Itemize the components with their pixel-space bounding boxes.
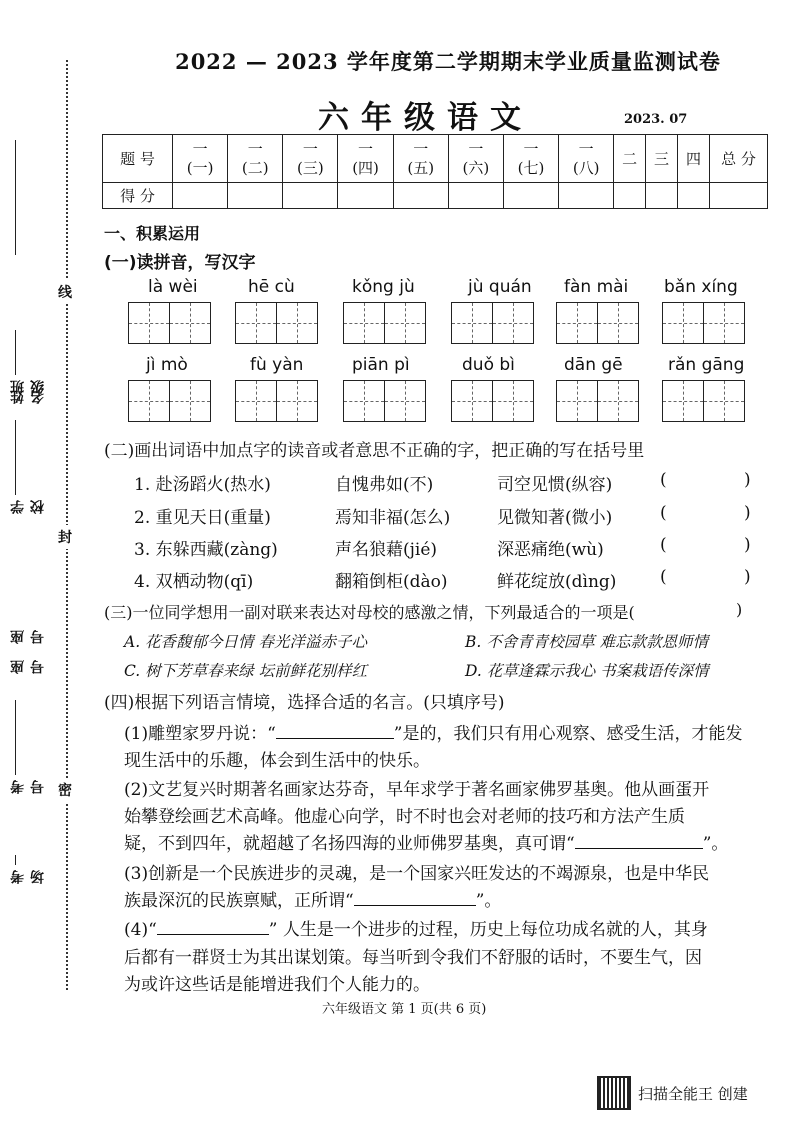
p2-r4-paren-open: ( <box>660 567 667 587</box>
p4-q1-blank[interactable] <box>276 723 394 739</box>
pinyin-r2-4: duǒ bì <box>462 355 515 375</box>
qr-code-icon <box>597 1076 631 1110</box>
char-box-r2-1[interactable] <box>128 380 209 422</box>
char-box-r1-4[interactable] <box>451 302 532 344</box>
p2-r3-paren-open: ( <box>660 535 667 555</box>
p2-r4-paren-close: ) <box>744 567 751 587</box>
p4-q4-blank[interactable] <box>157 919 269 935</box>
p2-r2-c2: 焉知非福(怎么) <box>335 508 451 528</box>
score-cell[interactable] <box>338 183 393 209</box>
exam-date: 2023. 07 <box>624 112 688 127</box>
p2-r4-c1: 4. 双栖动物(qī) <box>134 572 254 592</box>
p4-q1-line1: (1)雕塑家罗丹说：“ ”是的，我们只有用心观察、感受生活，才能发 <box>124 724 743 744</box>
p2-r1-c1: 1. 赴汤蹈火(热水) <box>134 475 271 495</box>
char-box-r1-1[interactable] <box>128 302 209 344</box>
p2-r4-c2: 翻箱倒柜(dào) <box>335 572 448 592</box>
score-cell[interactable] <box>678 183 710 209</box>
p2-r3-c2: 声名狼藉(jié) <box>335 540 438 560</box>
p4-q4-line2: 后都有一群贤士为其出谋划策。每当听到令我们不舒服的话时，不要生气，因 <box>124 948 702 968</box>
pinyin-r1-2: hē cù <box>248 277 295 297</box>
score-cell[interactable] <box>503 183 558 209</box>
score-col-10: 三 <box>646 135 678 183</box>
char-box-r1-6[interactable] <box>662 302 743 344</box>
option-c[interactable]: C. 树下芳草春来绿 坛前鲜花别样红 <box>124 662 368 680</box>
pinyin-r1-3: kǒng jù <box>352 277 415 297</box>
p4-q2-line1: (2)文艺复兴时期著名画家达芬奇，早年求学于著名画家佛罗基奥。他从画蛋开 <box>124 780 710 800</box>
score-col-6: 一 (六) <box>448 135 503 183</box>
score-table <box>102 134 768 209</box>
p2-r2-c3: 见微知著(微小) <box>497 508 613 528</box>
score-col-total: 总 分 <box>710 135 768 183</box>
scanner-watermark: 扫描全能王 创建 <box>638 1085 748 1103</box>
char-box-r2-2[interactable] <box>235 380 316 422</box>
pinyin-r2-5: dān gē <box>564 355 623 375</box>
binding-mark-mi: 密 <box>58 778 72 802</box>
p2-r3-c3: 深恶痛绝(wù) <box>497 540 604 560</box>
pinyin-r1-4: jù quán <box>468 277 532 297</box>
score-cell[interactable] <box>228 183 283 209</box>
p4-q1-line2: 现生活中的乐趣，体会到生活中的快乐。 <box>124 751 430 771</box>
score-col-5: 一 (五) <box>393 135 448 183</box>
char-box-r2-6[interactable] <box>662 380 743 422</box>
p4-q2-blank[interactable] <box>575 833 703 849</box>
p2-r1-paren-close: ) <box>744 470 751 490</box>
p2-r1-c3: 司空见惯(纵容) <box>497 475 613 495</box>
option-a[interactable]: A. 花香馥郁今日情 春光洋溢赤子心 <box>124 633 367 651</box>
char-box-r2-3[interactable] <box>343 380 424 422</box>
part2-title: (二)画出词语中加点字的读音或者意思不正确的字，把正确的写在括号里 <box>104 441 645 461</box>
score-col-2: 一 (二) <box>228 135 283 183</box>
p2-r2-paren-close: ) <box>744 503 751 523</box>
score-col-7: 一 (七) <box>503 135 558 183</box>
page-footer: 六年级语文 第 1 页(共 6 页) <box>322 1002 487 1017</box>
pinyin-r1-6: bǎn xíng <box>664 277 738 297</box>
p4-q4-line1: (4)“ ” 人生是一个进步的过程，历史上每位功成名就的人，其身 <box>124 920 708 940</box>
p4-q3-blank[interactable] <box>354 890 476 906</box>
part1-title: (一)读拼音，写汉字 <box>104 253 256 273</box>
pinyin-r2-3: piān pì <box>352 355 410 375</box>
char-box-r1-3[interactable] <box>343 302 424 344</box>
pinyin-r2-1: jì mò <box>146 355 188 375</box>
p2-r3-paren-close: ) <box>744 535 751 555</box>
p4-q3-line1: (3)创新是一个民族进步的灵魂，是一个国家兴旺发达的不竭源泉，也是中华民 <box>124 864 710 884</box>
score-col-9: 二 <box>614 135 646 183</box>
char-box-r1-5[interactable] <box>556 302 637 344</box>
section1-title: 一、积累运用 <box>104 224 201 243</box>
char-box-r1-2[interactable] <box>235 302 316 344</box>
score-col-4: 一 (四) <box>338 135 393 183</box>
char-box-r2-5[interactable] <box>556 380 637 422</box>
option-d[interactable]: D. 花草逢霖示我心 书案栽语传深情 <box>465 662 709 680</box>
p4-q2-line3: 疑，不到四年，就超越了名扬四海的业师佛罗基奥，真可谓“ ”。 <box>124 834 729 854</box>
score-table-score-row <box>103 183 768 209</box>
pinyin-r1-5: fàn mài <box>564 277 629 297</box>
p2-r4-c3: 鲜花绽放(dìng) <box>497 572 617 592</box>
score-col-3: 一 (三) <box>283 135 338 183</box>
score-cell[interactable] <box>283 183 338 209</box>
pinyin-r2-6: rǎn gāng <box>668 355 745 375</box>
p4-q2-line2: 始攀登绘画艺术高峰。他虚心向学，时不时也会对老师的技巧和方法产生质 <box>124 807 685 827</box>
score-cell[interactable] <box>710 183 768 209</box>
part4-title: (四)根据下列语言情境，选择合适的名言。(只填序号) <box>104 693 505 713</box>
char-box-r2-4[interactable] <box>451 380 532 422</box>
score-cell[interactable] <box>393 183 448 209</box>
score-table-header-row <box>103 135 768 183</box>
p4-q4-line3: 为或许这些话是能增进我们个人能力的。 <box>124 975 430 995</box>
score-col-11: 四 <box>678 135 710 183</box>
score-cell[interactable] <box>448 183 503 209</box>
p2-r2-paren-open: ( <box>660 503 667 523</box>
score-col-8: 一 (八) <box>559 135 614 183</box>
p2-r3-c1: 3. 东躲西藏(zàng) <box>134 540 278 560</box>
score-cell[interactable] <box>173 183 228 209</box>
pinyin-r2-2: fù yàn <box>250 355 304 375</box>
score-cell[interactable] <box>646 183 678 209</box>
p4-q3-line2: 族最深沉的民族禀赋，正所谓“ ”。 <box>124 891 502 911</box>
p2-r1-paren-open: ( <box>660 470 667 490</box>
binding-mark-xian: 线 <box>58 280 72 304</box>
score-cell[interactable] <box>559 183 614 209</box>
score-col-1: 一 (一) <box>173 135 228 183</box>
pinyin-r1-1: là wèi <box>148 277 198 297</box>
part3-close-paren: ) <box>736 600 743 619</box>
score-table-row2-label: 得 分 <box>103 183 173 209</box>
binding-mark-feng: 封 <box>58 525 72 549</box>
exam-title: 2022 — 2023 学年度第二学期期末学业质量监测试卷 <box>175 49 721 74</box>
p2-r1-c2: 自愧弗如(不) <box>335 475 434 495</box>
option-b[interactable]: B. 不舍青青校园草 难忘款款恩师情 <box>465 633 709 651</box>
score-table-row1-label: 题 号 <box>103 135 173 183</box>
score-cell[interactable] <box>614 183 646 209</box>
part3-question: (三)一位同学想用一副对联来表达对母校的感激之情，下列最适合的一项是( <box>104 603 635 622</box>
p2-r2-c1: 2. 重见天日(重量) <box>134 508 271 528</box>
subject-title: 六年级语文 <box>318 100 533 136</box>
